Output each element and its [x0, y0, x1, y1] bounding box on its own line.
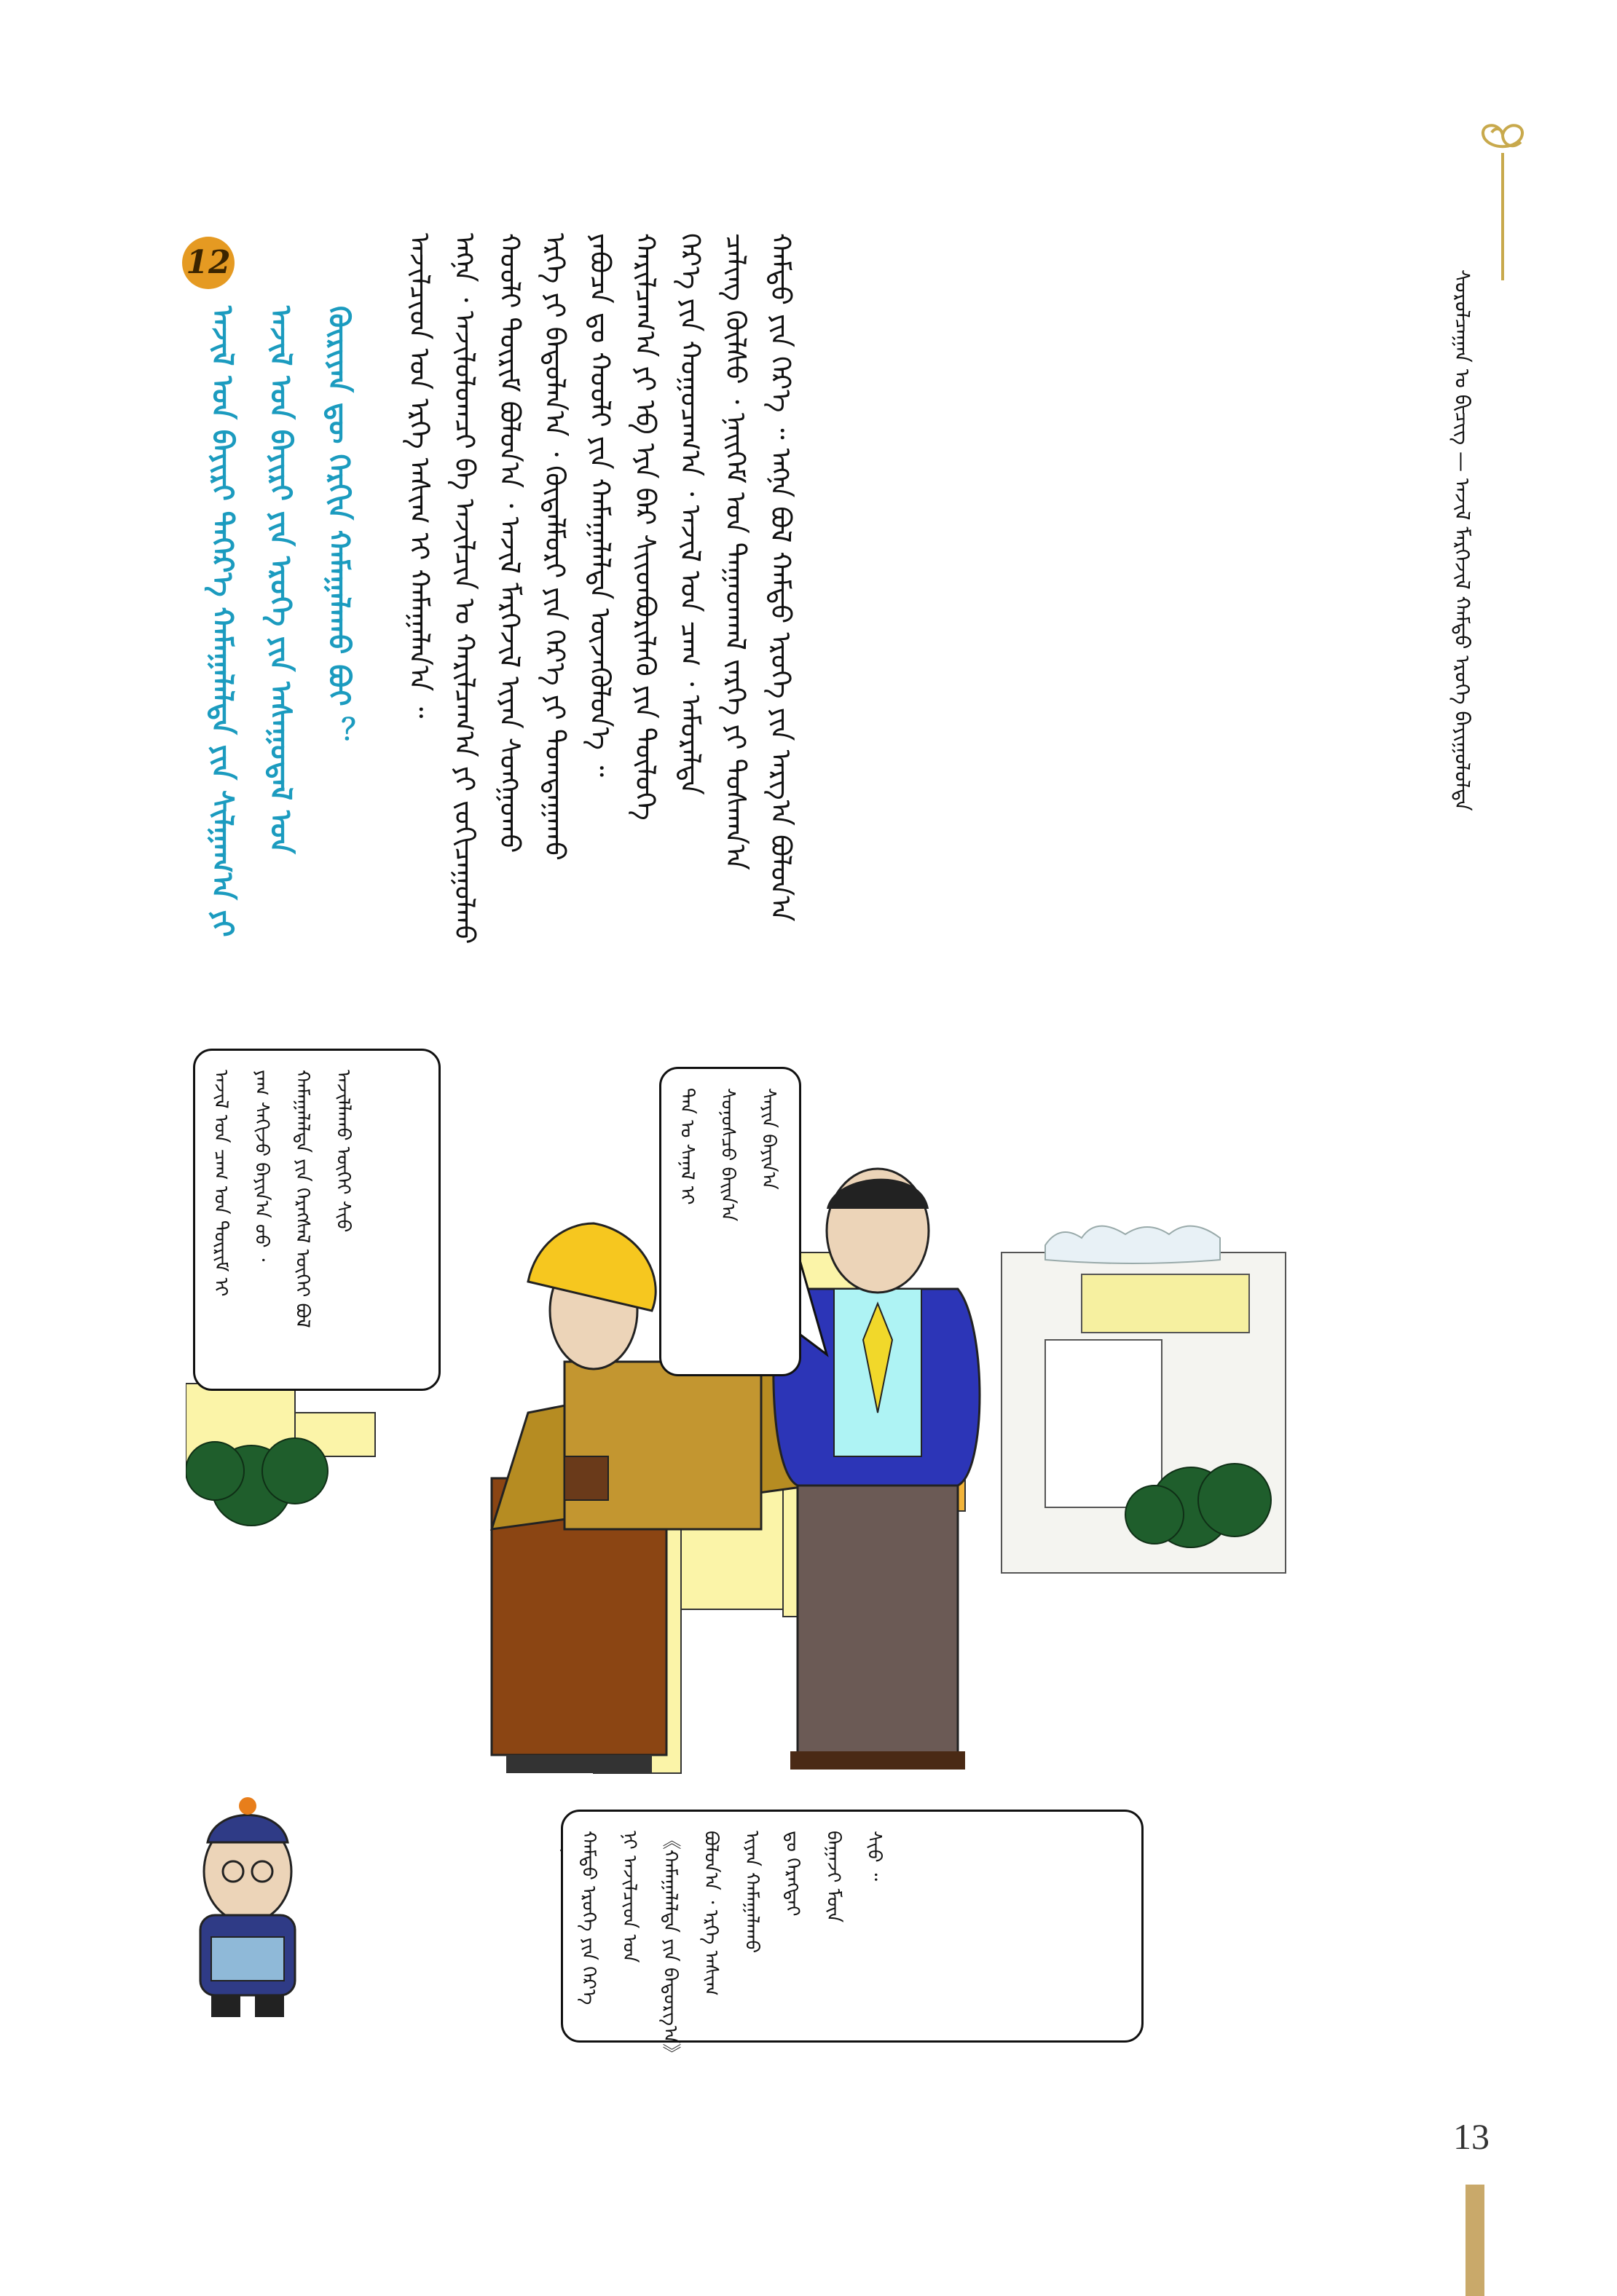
question-line: ᠠᠵᠢᠯ ᠤᠨ ᠪᠠᠶᠢᠷᠢ ᠶᠢᠨ ᠡᠷᠦᠬᠡ ᠶᠢᠨ ᠠᠰᠠᠭᠤᠳᠠᠯ ᠤᠨ	[264, 306, 297, 854]
bubble-line: ᠢᠶᠡᠨ ᠬᠠᠮᠠᠭᠠᠯᠠᠬᠤ	[741, 1831, 763, 1954]
header-ornament	[1470, 117, 1550, 284]
speech-bubble-worker	[193, 1049, 441, 1391]
body-paragraph	[397, 233, 965, 1049]
body-line: ᠡᠷᠬᠡ ᠶᠢ ᠪᠠᠲᠤᠯᠠᠨ᠎ᠠ ᠂ ᠬᠦᠳᠡᠯᠮᠦᠷᠢ ᠶᠢᠨ ᠭᠡᠷ᠎ᠡ ᠶᠢ ᠲᠣᠭᠲᠠᠭᠠᠬᠤ	[539, 233, 571, 861]
page-number: 13	[1453, 2116, 1490, 2157]
smoke-cloud	[1045, 1226, 1220, 1263]
speech-bubble-boy	[561, 1810, 1144, 2063]
bubble-line: ᠬᠠᠮᠠᠭᠠᠯᠠᠯᠲᠠ ᠶᠢᠨ ᠬᠡᠷᠡᠭᠰᠡᠯ ᠦᠭᠡᠢ ᠪᠣᠯ	[291, 1070, 313, 1328]
question-line: ᠠᠵᠢᠯ ᠤᠨ ᠪᠠᠶᠢᠷᠢ ᠳᠡᠭᠡᠷ᠎ᠡ ᠬᠠᠮᠠᠭᠠᠯᠠᠯᠲᠠ ᠶᠢᠨ ᠰᠢᠯᠭᠠᠭ᠎ᠠ ᠶᠢ	[205, 306, 239, 937]
body-line: ᠶᠠᠪᠤᠴᠠ ᠳᠤ ᠬᠤᠤᠯᠢ ᠶᠢᠨ ᠬᠠᠮᠠᠭᠠᠯᠠᠯᠲᠠ ᠦᠵᠡᠭᠦᠯᠦᠨ᠎ᠡ ᠃	[584, 233, 616, 778]
running-header: ᠰᠤᠷᠤᠯᠴᠠᠭᠠᠨ ᠤ ᠪᠢᠴᠢᠭ — ᠠᠵᠢᠯ ᠮᠡᠷᠭᠡᠵᠢᠯ ᠬᠠᠮᠲᠤ ᠡᠷᠦᠬᠡ ᠪᠠᠶᠢᠭᠤᠯᠤᠯᠲᠠ	[1450, 269, 1474, 811]
bubble-line: ᠶᠠᠭ ᠰᠠᠬᠢᠵᠤ ᠪᠠᠶᠢᠨ᠎ᠠ ᠤᠤ ᠂	[251, 1070, 272, 1262]
body-line: ᠬᠠᠮᠲᠤ ᠶᠢᠨ ᠭᠡᠷ᠎ᠡ ᠃ ᠡᠩᠨᠡ ᠪᠣᠯ ᠬᠠᠮᠲᠤ ᠡᠷᠦᠬᠡ ᠶᠢᠨ ᠠᠷᠭ᠎ᠠ ᠪᠣᠯᠤᠨ᠎ᠠ	[765, 233, 797, 922]
bubble-line: ᠰᠠᠶᠢᠨ ᠪᠠᠶᠢᠨ᠎ᠠ	[758, 1088, 779, 1190]
boy-reader-figure	[200, 1797, 295, 2017]
bubble-line: ᠠᠵᠢᠯᠯᠠᠬᠤ ᠦᠭᠡᠢ ᠰᠢᠦ	[332, 1070, 354, 1233]
question-number-badge: 12	[182, 237, 235, 289]
question-line: ᠬᠦᠷᠢᠶᠡᠨ ᠳᠦ ᠬᠡᠷᠬᠢᠨ ᠬᠠᠮᠠᠭᠠᠯᠠᠬᠤ ᠪᠤᠢ ？	[322, 306, 355, 746]
bubble-line: ᠲᠠᠨ ᠤ ᠰᠠᠨᠠᠯ ᠢ	[676, 1088, 698, 1205]
question-text	[193, 306, 368, 990]
bubble-line: ᠪᠠᠭᠠᠵᠢ ᠮᠥᠨ	[822, 1831, 844, 1923]
bubble-line: ᠪᠣᠯᠤᠨ᠎ᠠ ᠂ ᠡᠷᠬᠡ ᠠᠰᠢᠭ	[700, 1831, 722, 1996]
speech-bubble-manager	[659, 1067, 801, 1376]
bubble-line: ᠨᠢ ᠠᠵᠢᠯᠴᠢᠳ ᠤᠨ	[618, 1831, 640, 1963]
bubble-line: ᠠᠵᠢᠯ ᠤᠨ ᠴᠠᠭ ᠤᠨ ᠳᠦᠷᠢᠮ ᠢ	[210, 1070, 232, 1297]
page-accent-bar	[1465, 2185, 1484, 2296]
body-line: ᠭᠡᠷ᠎ᠡ ᠶᠢᠨ ᠬᠤᠭᠤᠴᠠᠭ᠎ᠠ ᠂ ᠠᠵᠢᠯ ᠤᠨ ᠴᠠᠭ ᠂ ᠠᠮᠤᠷᠠᠯᠲᠠ	[674, 233, 707, 795]
body-line: ᠬᠠᠷᠢᠯᠴᠠᠭ᠎ᠠ ᠶᠢ ᠡᠪ ᠡᠶᠡ ᠪᠠᠷ ᠰᠢᠢᠳᠪᠦᠷᠢᠯᠡᠬᠦ ᠶᠢᠨ ᠲᠥᠯᠥᠭᠡ	[629, 233, 661, 821]
body-line: ᠡᠩᠨᠡ ᠂ ᠠᠵᠢᠯᠤᠯᠤᠭᠴᠢ ᠪᠠ ᠠᠵᠢᠯᠴᠢᠨ ᠤ ᠬᠠᠷᠢᠯᠴᠠᠭ᠎ᠠ ᠶᠢ ᠵᠣᠬᠢᠴᠠᠭᠤᠯᠬᠤ	[449, 233, 481, 944]
bubble-line: ᠬᠠᠮᠲᠤ ᠡᠷᠦᠬᠡ ᠶᠢᠨ ᠭᠡᠷ᠎ᠡ	[578, 1831, 599, 2005]
bubble-line: ᠰᠢᠦ ᠃	[863, 1831, 885, 1881]
bubble-line: ᠰᠣᠨᠣᠰᠴᠤ ᠪᠠᠢᠨ᠎ᠠ	[717, 1088, 739, 1222]
body-line: ᠠᠵᠢᠯᠴᠢᠳ ᠤᠨ ᠡᠷᠬᠡ ᠠᠰᠢᠭ ᠢ ᠬᠠᠮᠠᠭᠠᠯᠠᠨ᠎ᠠ ᠃	[404, 233, 436, 719]
body-line: ᠬᠤᠤᠯᠢ ᠳᠦᠷᠢᠮ ᠪᠣᠯᠤᠨ᠎ᠠ ᠂ ᠠᠵᠢᠯ ᠮᠡᠷᠭᠡᠵᠢᠯ ᠢᠶᠡᠨ ᠰᠣᠩᠭᠤᠬᠤ	[494, 233, 526, 853]
body-line: ᠴᠠᠯᠢᠩ ᠬᠥᠯᠰᠥ ᠂ ᠨᠡᠢᠭᠡᠮ ᠤᠨ ᠳᠠᠭᠠᠳᠬᠠᠯ ᠵᠡᠷᠭᠡ ᠶᠢ ᠲᠤᠰᠬᠠᠨ᠎ᠠ	[720, 233, 752, 870]
bubble-line: 《ᠬᠠᠮᠠᠭᠠᠯᠠᠯᠲᠠ ᠶᠢᠨ ᠪᠠᠳᠤᠷᠭ᠎ᠠ》	[659, 1831, 681, 2063]
bubble-line: ᠳᠤ ᠬᠡᠷᠡᠭᠲᠡᠢ	[782, 1831, 803, 1917]
